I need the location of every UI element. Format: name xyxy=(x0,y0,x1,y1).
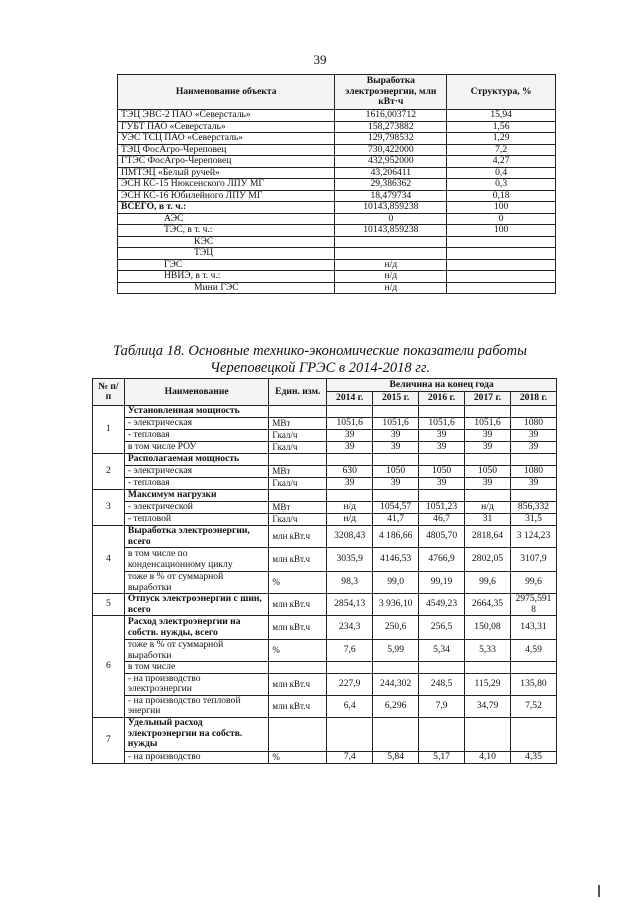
unit-cell: млн кВт.ч xyxy=(269,594,327,616)
table-row xyxy=(93,695,557,717)
value-cell: 5,33 xyxy=(465,640,511,662)
page-number: 39 xyxy=(313,52,327,67)
value-cell: 39 xyxy=(510,430,556,442)
header-structure: Структура, % xyxy=(447,75,556,110)
value-cell xyxy=(510,717,556,751)
table-caption-line1: Таблица 18. Основные технико-экономические показатели работы xyxy=(113,343,527,359)
structure-cell: 100 xyxy=(447,225,556,237)
table-row xyxy=(93,548,557,572)
value-cell: 143,31 xyxy=(510,616,556,640)
structure-cell: 100 xyxy=(447,202,556,214)
indicator-name-cell: - на производство xyxy=(124,751,269,763)
row-number-cell: 2 xyxy=(93,454,125,490)
generation-cell: 29,386362 xyxy=(335,179,447,191)
object-name-cell: ЭСН КС-16 Юбилейного ЛПУ МГ xyxy=(118,190,335,202)
value-cell: 4,10 xyxy=(465,751,511,763)
indicator-name-cell: Удельный расход электроэнергии на собств. нужды xyxy=(124,717,269,751)
table-row xyxy=(118,282,556,294)
unit-cell xyxy=(269,454,327,466)
value-cell: 4,59 xyxy=(510,640,556,662)
object-name-cell: ГТЭС ФосАгро-Череповец xyxy=(118,156,335,168)
table-row xyxy=(118,213,556,225)
value-cell: 39 xyxy=(373,430,419,442)
unit-cell xyxy=(269,662,327,674)
value-cell: 5,84 xyxy=(373,751,419,763)
value-cell xyxy=(327,662,373,674)
value-cell xyxy=(327,490,373,502)
unit-cell: МВт xyxy=(269,466,327,478)
value-cell xyxy=(373,454,419,466)
table-row xyxy=(93,490,557,502)
value-cell: 1050 xyxy=(465,466,511,478)
value-cell: н/д xyxy=(327,502,373,514)
header-number: № п/п xyxy=(93,379,125,406)
value-cell xyxy=(327,454,373,466)
value-cell: 1051,23 xyxy=(419,502,465,514)
generation-cell: 18,479734 xyxy=(335,190,447,202)
object-name-cell: ПМТЭЦ «Белый ручей» xyxy=(118,167,335,179)
value-cell: н/д xyxy=(465,502,511,514)
generation-cell: 43,206411 xyxy=(335,167,447,179)
generation-cell: 0 xyxy=(335,213,447,225)
indicator-name-cell: - на производство тепловой энергии xyxy=(124,695,269,717)
unit-cell: Гкал/ч xyxy=(269,514,327,526)
unit-cell: млн кВт.ч xyxy=(269,673,327,695)
header-object-name: Наименование объекта xyxy=(118,75,335,110)
unit-cell: % xyxy=(269,572,327,594)
table-caption-line2: Череповецкой ГРЭС в 2014-2018 гг. xyxy=(210,360,430,376)
table-row xyxy=(93,466,557,478)
value-cell xyxy=(510,490,556,502)
table-row xyxy=(118,225,556,237)
value-cell xyxy=(465,662,511,674)
unit-cell: МВт xyxy=(269,418,327,430)
generation-cell: 432,952000 xyxy=(335,156,447,168)
value-cell: 3035,9 xyxy=(327,548,373,572)
structure-cell xyxy=(447,271,556,283)
value-cell: 1054,57 xyxy=(373,502,419,514)
unit-cell: Гкал/ч xyxy=(269,478,327,490)
table-row xyxy=(93,418,557,430)
object-name-cell: ТЭС, в т. ч.: xyxy=(118,225,335,237)
indicator-name-cell: в том числе РОУ xyxy=(124,442,269,454)
value-cell: 5,34 xyxy=(419,640,465,662)
value-cell xyxy=(465,490,511,502)
value-cell xyxy=(419,662,465,674)
indicator-name-cell: Выработка электроэнергии, всего xyxy=(124,526,269,548)
value-cell xyxy=(373,406,419,418)
value-cell: 150,08 xyxy=(465,616,511,640)
table-row xyxy=(93,478,557,490)
value-cell: 1050 xyxy=(419,466,465,478)
value-cell: 39 xyxy=(419,430,465,442)
indicator-name-cell: Максимум нагрузки xyxy=(124,490,269,502)
structure-cell: 4,27 xyxy=(447,156,556,168)
value-cell: 5,17 xyxy=(419,751,465,763)
value-cell: 4805,70 xyxy=(419,526,465,548)
table-row xyxy=(93,717,557,751)
value-cell: 41,7 xyxy=(373,514,419,526)
value-cell: 135,80 xyxy=(510,673,556,695)
generation-structure-table xyxy=(117,74,556,294)
unit-cell: млн кВт.ч xyxy=(269,526,327,548)
object-name-cell: ГУБТ ПАО «Северсталь» xyxy=(118,121,335,133)
header-unit: Един. изм. xyxy=(269,379,327,406)
unit-cell: млн кВт.ч xyxy=(269,616,327,640)
value-cell: 244,302 xyxy=(373,673,419,695)
value-cell: 1051,6 xyxy=(327,418,373,430)
value-cell xyxy=(465,406,511,418)
object-name-cell: НВИЭ, в т. ч.: xyxy=(118,271,335,283)
value-cell: 2818,64 xyxy=(465,526,511,548)
structure-cell xyxy=(447,259,556,271)
value-cell: 1080 xyxy=(510,418,556,430)
value-cell: 31 xyxy=(465,514,511,526)
header-year: 2018 г. xyxy=(510,391,556,405)
row-number-cell: 5 xyxy=(93,594,125,616)
structure-cell: 0,18 xyxy=(447,190,556,202)
structure-cell xyxy=(447,248,556,260)
value-cell: 39 xyxy=(373,442,419,454)
structure-cell xyxy=(447,236,556,248)
table-row xyxy=(118,259,556,271)
value-cell xyxy=(510,454,556,466)
generation-cell: 158,273882 xyxy=(335,121,447,133)
value-cell: 7,6 xyxy=(327,640,373,662)
header-generation: Выработка электроэнергии, млн кВт·ч xyxy=(335,75,447,110)
value-cell: 39 xyxy=(465,442,511,454)
header-year: 2015 г. xyxy=(373,391,419,405)
value-cell: 1051,6 xyxy=(465,418,511,430)
table-row xyxy=(93,406,557,418)
value-cell xyxy=(419,454,465,466)
value-cell xyxy=(419,717,465,751)
table-row xyxy=(93,442,557,454)
value-cell: 39 xyxy=(419,442,465,454)
value-cell: 99,6 xyxy=(510,572,556,594)
table-row xyxy=(118,190,556,202)
header-year: 2017 г. xyxy=(465,391,511,405)
generation-cell xyxy=(335,236,447,248)
structure-cell: 15,94 xyxy=(447,110,556,122)
value-cell: 1050 xyxy=(373,466,419,478)
value-cell: 856,332 xyxy=(510,502,556,514)
generation-cell: 730,422000 xyxy=(335,144,447,156)
value-cell xyxy=(510,662,556,674)
indicator-name-cell: - электрическая xyxy=(124,418,269,430)
value-cell: 7,52 xyxy=(510,695,556,717)
generation-cell xyxy=(335,248,447,260)
table-row xyxy=(93,502,557,514)
table-body xyxy=(93,406,557,764)
indicator-name-cell: - тепловая xyxy=(124,478,269,490)
value-cell xyxy=(373,662,419,674)
header-year: 2014 г. xyxy=(327,391,373,405)
value-cell: 256,5 xyxy=(419,616,465,640)
value-cell: 3 124,23 xyxy=(510,526,556,548)
table-body xyxy=(118,110,556,294)
unit-cell: млн кВт.ч xyxy=(269,695,327,717)
value-cell: 1051,6 xyxy=(373,418,419,430)
indicator-name-cell: - тепловой xyxy=(124,514,269,526)
table-header-row xyxy=(93,379,557,392)
unit-cell: Гкал/ч xyxy=(269,430,327,442)
structure-cell: 1,56 xyxy=(447,121,556,133)
table-row xyxy=(93,751,557,763)
indicator-name-cell: в том числе по конденсационному циклу xyxy=(124,548,269,572)
generation-cell: 1616,003712 xyxy=(335,110,447,122)
unit-cell xyxy=(269,717,327,751)
indicator-name-cell: Установленная мощность xyxy=(124,406,269,418)
value-cell: 1080 xyxy=(510,466,556,478)
table-row xyxy=(93,514,557,526)
generation-cell: н/д xyxy=(335,282,447,294)
value-cell: 2854,13 xyxy=(327,594,373,616)
table-row xyxy=(93,673,557,695)
value-cell: 4146,53 xyxy=(373,548,419,572)
structure-cell: 0,3 xyxy=(447,179,556,191)
value-cell xyxy=(510,406,556,418)
value-cell xyxy=(465,717,511,751)
table-row xyxy=(93,594,557,616)
unit-cell: млн кВт.ч xyxy=(269,548,327,572)
value-cell: 39 xyxy=(373,478,419,490)
value-cell: 39 xyxy=(419,478,465,490)
object-name-cell: АЭС xyxy=(118,213,335,225)
table-row xyxy=(93,430,557,442)
indicator-name-cell: - электрическая xyxy=(124,466,269,478)
value-cell: 46,7 xyxy=(419,514,465,526)
unit-cell: Гкал/ч xyxy=(269,442,327,454)
value-cell: 99,19 xyxy=(419,572,465,594)
value-cell xyxy=(419,490,465,502)
generation-cell: 10143,859238 xyxy=(335,225,447,237)
object-name-cell: Мини ГЭС xyxy=(118,282,335,294)
object-name-cell: ВСЕГО, в т. ч.: xyxy=(118,202,335,214)
value-cell: 234,3 xyxy=(327,616,373,640)
object-name-cell: ГЭС xyxy=(118,259,335,271)
table-row xyxy=(118,179,556,191)
value-cell: 39 xyxy=(327,430,373,442)
value-cell: 39 xyxy=(465,478,511,490)
table-row xyxy=(118,271,556,283)
table-row xyxy=(118,121,556,133)
generation-cell: 10143,859238 xyxy=(335,202,447,214)
indicator-name-cell: - тепловая xyxy=(124,430,269,442)
indicators-table xyxy=(92,378,557,764)
indicator-name-cell: - на производство электроэнергии xyxy=(124,673,269,695)
value-cell: 99,0 xyxy=(373,572,419,594)
value-cell xyxy=(327,406,373,418)
value-cell: 4766,9 xyxy=(419,548,465,572)
value-cell: 250,6 xyxy=(373,616,419,640)
header-value-group: Величина на конец года xyxy=(327,379,557,392)
table-row xyxy=(118,133,556,145)
value-cell: 98,3 xyxy=(327,572,373,594)
value-cell: 99,6 xyxy=(465,572,511,594)
object-name-cell: ТЭЦ xyxy=(118,248,335,260)
table-row xyxy=(118,167,556,179)
value-cell xyxy=(373,490,419,502)
value-cell: н/д xyxy=(327,514,373,526)
value-cell: 34,79 xyxy=(465,695,511,717)
value-cell: 2664,35 xyxy=(465,594,511,616)
object-name-cell: КЭС xyxy=(118,236,335,248)
indicator-name-cell: тоже в % от суммарной выработки xyxy=(124,572,269,594)
value-cell: 4,35 xyxy=(510,751,556,763)
structure-cell: 0 xyxy=(447,213,556,225)
value-cell: 5,99 xyxy=(373,640,419,662)
table-row xyxy=(118,156,556,168)
value-cell: 3107,9 xyxy=(510,548,556,572)
value-cell: 115,29 xyxy=(465,673,511,695)
unit-cell xyxy=(269,490,327,502)
value-cell: 630 xyxy=(327,466,373,478)
indicator-name-cell: Расход электроэнергии на собств. нужды, всего xyxy=(124,616,269,640)
object-name-cell: ТЭЦ ЭВС-2 ПАО «Северсталь» xyxy=(118,110,335,122)
table-row xyxy=(93,662,557,674)
generation-cell: н/д xyxy=(335,271,447,283)
value-cell: 227,9 xyxy=(327,673,373,695)
value-cell: 6,296 xyxy=(373,695,419,717)
value-cell: 7,4 xyxy=(327,751,373,763)
row-number-cell: 3 xyxy=(93,490,125,526)
value-cell: 1051,6 xyxy=(419,418,465,430)
value-cell: 39 xyxy=(510,442,556,454)
unit-cell: % xyxy=(269,640,327,662)
value-cell: 6,4 xyxy=(327,695,373,717)
value-cell: 39 xyxy=(465,430,511,442)
value-cell: 4 186,66 xyxy=(373,526,419,548)
table-row xyxy=(93,572,557,594)
value-cell: 248,5 xyxy=(419,673,465,695)
generation-cell: 129,798532 xyxy=(335,133,447,145)
table-row xyxy=(93,454,557,466)
indicator-name-cell: в том числе xyxy=(124,662,269,674)
table-row xyxy=(118,202,556,214)
row-number-cell: 7 xyxy=(93,717,125,763)
table-row xyxy=(118,236,556,248)
object-name-cell: ТЭЦ ФосАгро-Череповец xyxy=(118,144,335,156)
indicator-name-cell: тоже в % от суммарной выработки xyxy=(124,640,269,662)
table-row xyxy=(118,144,556,156)
page-edge-mark xyxy=(598,885,600,897)
row-number-cell: 1 xyxy=(93,406,125,454)
value-cell: 2802,05 xyxy=(465,548,511,572)
value-cell: 39 xyxy=(327,478,373,490)
unit-cell: % xyxy=(269,751,327,763)
object-name-cell: ЭСН КС-15 Нюксенского ЛПУ МГ xyxy=(118,179,335,191)
unit-cell xyxy=(269,406,327,418)
table-row xyxy=(93,616,557,640)
value-cell xyxy=(373,717,419,751)
structure-cell: 0,4 xyxy=(447,167,556,179)
structure-cell: 1,29 xyxy=(447,133,556,145)
header-year: 2016 г. xyxy=(419,391,465,405)
indicator-name-cell: Располагаемая мощность xyxy=(124,454,269,466)
header-name: Наименование xyxy=(124,379,269,406)
table-row xyxy=(118,248,556,260)
unit-cell: МВт xyxy=(269,502,327,514)
value-cell: 3 936,10 xyxy=(373,594,419,616)
value-cell: 39 xyxy=(510,478,556,490)
value-cell: 3208,43 xyxy=(327,526,373,548)
object-name-cell: УЭС ТСЦ ПАО «Северсталь» xyxy=(118,133,335,145)
structure-cell: 7,2 xyxy=(447,144,556,156)
value-cell xyxy=(465,454,511,466)
row-number-cell: 4 xyxy=(93,526,125,594)
value-cell xyxy=(419,406,465,418)
table-row xyxy=(93,640,557,662)
table-header-row xyxy=(118,75,556,110)
table-row xyxy=(93,526,557,548)
value-cell: 31,5 xyxy=(510,514,556,526)
table-row xyxy=(118,110,556,122)
value-cell: 4549,23 xyxy=(419,594,465,616)
generation-cell: н/д xyxy=(335,259,447,271)
indicator-name-cell: - электрической xyxy=(124,502,269,514)
value-cell: 2975,591 8 xyxy=(510,594,556,616)
value-cell: 39 xyxy=(327,442,373,454)
structure-cell xyxy=(447,282,556,294)
row-number-cell: 6 xyxy=(93,616,125,718)
value-cell xyxy=(327,717,373,751)
value-cell: 7,9 xyxy=(419,695,465,717)
indicator-name-cell: Отпуск электроэнергии с шин, всего xyxy=(124,594,269,616)
